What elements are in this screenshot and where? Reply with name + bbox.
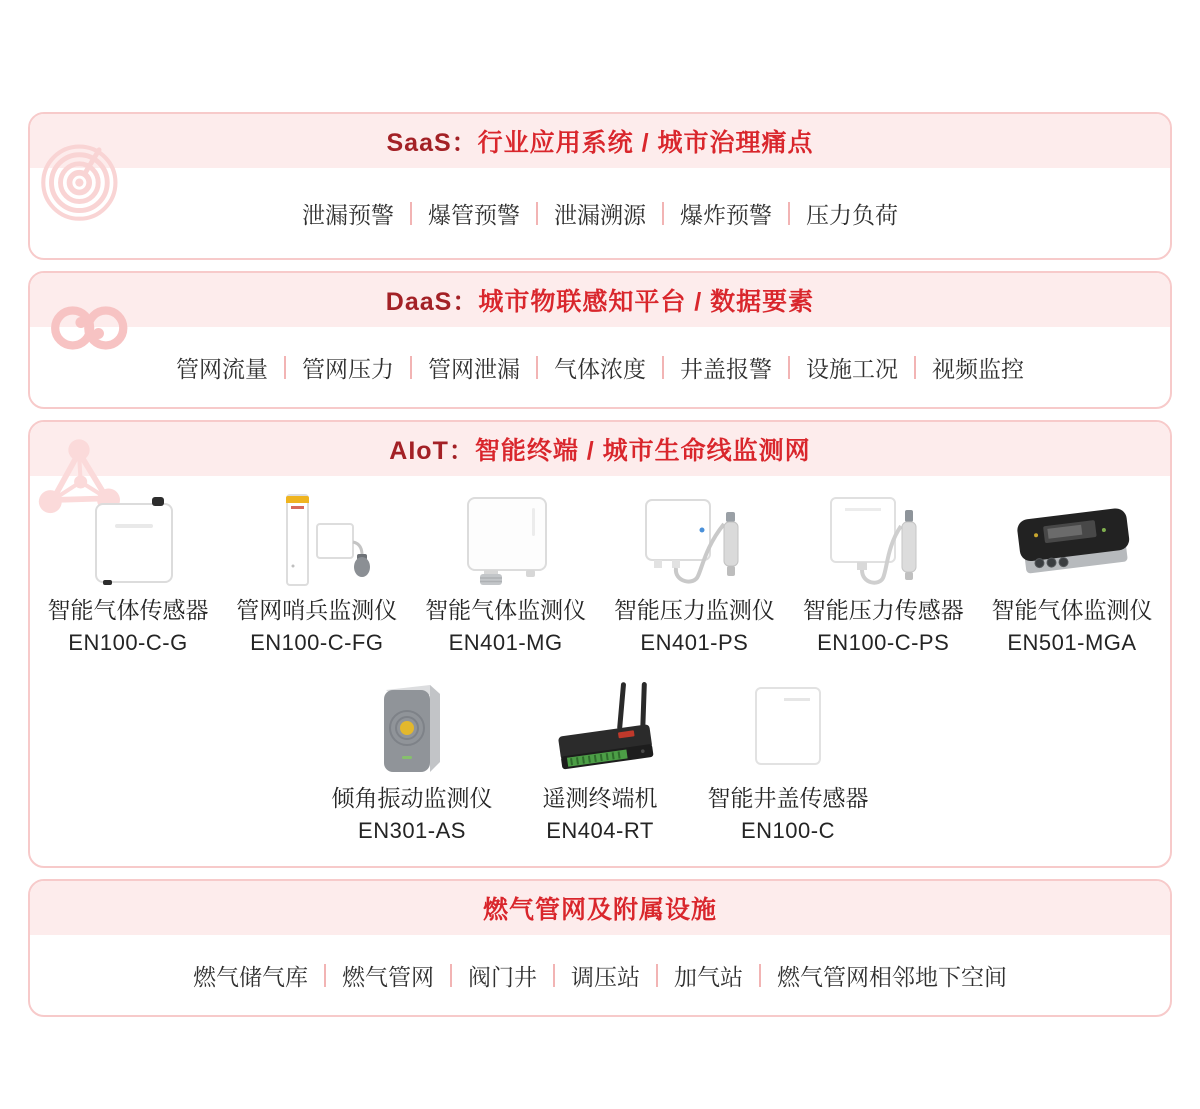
gas-network-item: 燃气管网 — [342, 963, 434, 990]
product-name: 智能压力传感器 — [802, 597, 964, 623]
daas-item: 管网泄漏 — [428, 355, 520, 382]
product-model: EN401-MG — [448, 630, 563, 655]
product-model: EN501-MGA — [1007, 630, 1137, 655]
daas-item: 管网流量 — [176, 355, 268, 382]
pressure-monitor-image — [600, 494, 788, 586]
item-divider — [284, 356, 286, 379]
section-aiot — [28, 420, 1172, 868]
product-row-2 — [30, 682, 1170, 844]
gas-network-title-text: 燃气管网及附属设施 — [482, 896, 717, 924]
product-card — [978, 494, 1166, 656]
item-divider — [324, 964, 326, 987]
daas-item: 井盖报警 — [680, 355, 772, 382]
daas-item: 设施工况 — [806, 355, 898, 382]
item-divider — [410, 356, 412, 379]
daas-title-rest: 城市物联感知平台 / 数据要素 — [478, 288, 815, 316]
product-model: EN100-C-PS — [817, 630, 950, 655]
product-name: 遥测终端机 — [542, 785, 658, 811]
daas-body — [30, 327, 1170, 407]
product-model: EN100-C-FG — [250, 630, 384, 655]
gas-network-item: 调压站 — [571, 963, 640, 990]
product-name: 智能气体传感器 — [47, 597, 209, 623]
product-model: EN404-RT — [546, 818, 654, 843]
product-card — [600, 494, 788, 656]
saas-item: 泄漏预警 — [302, 201, 394, 228]
item-divider — [914, 356, 916, 379]
aiot-title — [389, 431, 810, 467]
item-divider — [536, 356, 538, 379]
product-name: 智能气体监测仪 — [425, 597, 587, 623]
daas-title — [386, 282, 814, 318]
product-name: 倾角振动监测仪 — [331, 785, 493, 811]
item-divider — [536, 202, 538, 225]
product-card — [506, 682, 694, 844]
product-name: 管网哨兵监测仪 — [236, 597, 398, 623]
product-model: EN401-PS — [640, 630, 749, 655]
telemetry-terminal-image — [506, 682, 694, 774]
gas-network-item: 燃气管网相邻地下空间 — [777, 963, 1007, 990]
section-saas — [28, 112, 1172, 260]
gas-network-items — [193, 959, 1007, 992]
daas-items — [176, 351, 1024, 384]
product-card — [694, 682, 882, 844]
gas-network-header — [30, 881, 1170, 935]
product-card — [412, 494, 600, 656]
daas-item: 视频监控 — [932, 355, 1024, 382]
product-card — [318, 682, 506, 844]
gas-monitor-image — [412, 494, 600, 586]
product-name: 智能气体监测仪 — [991, 597, 1153, 623]
pipeline-sentinel-image — [223, 494, 411, 586]
item-divider — [450, 964, 452, 987]
item-divider — [662, 356, 664, 379]
gas-network-title — [483, 890, 717, 926]
product-model: EN100-C — [741, 818, 835, 843]
product-row-1 — [30, 494, 1170, 656]
gas-network-item: 燃气储气库 — [193, 963, 308, 990]
saas-items — [302, 197, 898, 230]
daas-header — [30, 273, 1170, 327]
aiot-body — [30, 476, 1170, 866]
product-model: EN100-C-G — [68, 630, 188, 655]
section-gas-network — [28, 879, 1172, 1017]
item-divider — [410, 202, 412, 225]
item-divider — [788, 356, 790, 379]
saas-item: 爆炸预警 — [680, 201, 772, 228]
gas-network-item: 阀门井 — [468, 963, 537, 990]
gas-network-item: 加气站 — [674, 963, 743, 990]
product-model: EN301-AS — [358, 818, 466, 843]
saas-title-rest: 行业应用系统 / 城市治理痛点 — [477, 129, 814, 157]
item-divider — [662, 202, 664, 225]
manhole-cover-sensor-image — [694, 682, 882, 774]
gas-network-body — [30, 935, 1170, 1015]
item-divider — [759, 964, 761, 987]
product-card — [223, 494, 411, 656]
product-name: 智能井盖传感器 — [707, 785, 869, 811]
daas-title-prefix: DaaS： — [385, 288, 479, 316]
saas-title — [386, 123, 813, 159]
product-name: 智能压力监测仪 — [613, 597, 775, 623]
gas-analyzer-image — [978, 494, 1166, 586]
item-divider — [553, 964, 555, 987]
aiot-title-prefix: AIoT： — [389, 437, 475, 465]
pressure-sensor-image — [789, 494, 977, 586]
tilt-vibration-monitor-image — [318, 682, 506, 774]
saas-item: 压力负荷 — [806, 201, 898, 228]
aiot-title-rest: 智能终端 / 城市生命线监测网 — [474, 437, 811, 465]
aiot-header — [30, 422, 1170, 476]
gas-sensor-box-image — [34, 494, 222, 586]
product-card — [789, 494, 977, 656]
daas-item: 气体浓度 — [554, 355, 646, 382]
item-divider — [656, 964, 658, 987]
saas-body — [30, 168, 1170, 258]
saas-item: 爆管预警 — [428, 201, 520, 228]
saas-item: 泄漏溯源 — [554, 201, 646, 228]
section-daas — [28, 271, 1172, 409]
saas-title-prefix: SaaS： — [386, 129, 478, 157]
item-divider — [788, 202, 790, 225]
saas-header — [30, 114, 1170, 168]
product-card — [34, 494, 222, 656]
daas-item: 管网压力 — [302, 355, 394, 382]
